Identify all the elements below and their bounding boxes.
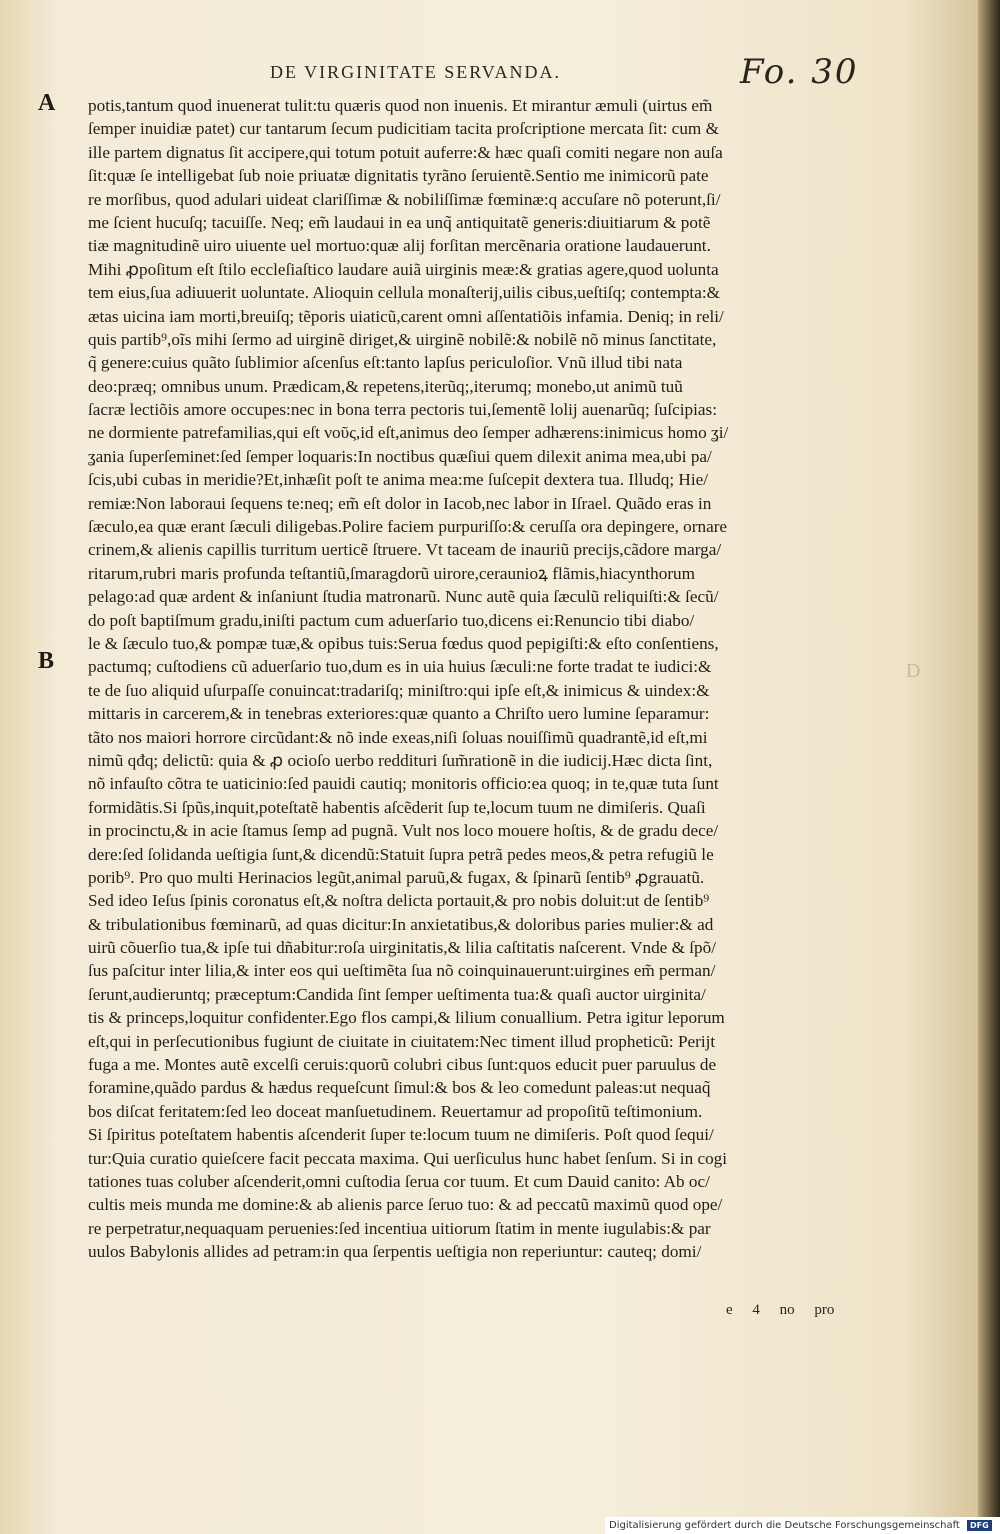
text-line: Si ſpiritus poteſtatem habentis aſcenderit ſuper te:locum tuum ne dimiſeris. Poſt quod ſequi/: [88, 1125, 714, 1145]
text-line: bos diſcat feritatem:ſed leo doceat manſuetudinem. Reuertamur ad propoſitũ teſtimonium.: [88, 1101, 703, 1121]
credit-text: Digitalisierung gefördert durch die Deutsche Forschungsgemeinschaft: [609, 1520, 960, 1531]
text-line: tem eius,ſua adiuuerit uoluntate. Alioquin cellula monaſterij,uilis cibus,ueſtiſq; contempta:&: [88, 283, 720, 303]
text-line: re morſibus, quod adulari uideat clariſſimæ & nobiliſſimæ fœminæ:q accuſare nõ poterunt,ſi/: [88, 189, 721, 209]
section-marker-a: A: [38, 90, 56, 116]
text-line: fuga a me. Montes autẽ excelſi ceruis:quorũ colubri cibus ſunt:quos educit puer paruulus de: [88, 1055, 717, 1075]
text-line: & tribulationibus fœminarũ, ad quas dicitur:In anxietatibus,& doloribus paries mulier:& ad: [88, 914, 714, 934]
text-line: nimũ qđq; delictũ: quia & ꝓ ocioſo uerbo reddituri ſum̃rationẽ in die iudicij.Hæc dicta ſint,: [88, 750, 713, 770]
text-line: le & ſæculo tuo,& pompæ tuæ,& opibus tuis:Serua fœdus quod pepigiſti:& eſto conſentiens,: [88, 633, 719, 653]
text-line: eſt,qui in perſecutionibus fugiunt de ciuitate in ciuitatem:Nec timent illud propheticũ: Perijt: [88, 1031, 716, 1051]
text-line: uirũ cõuerſio tua,& ipſe tui dñabitur:roſa uirginitatis,& lilia caſtitatis naſcerent. Vnde & ſpõ/: [88, 938, 716, 958]
text-line: Sed ideo Ieſus ſpinis coronatus eſt,& noſtra delicta portauit,& pro nobis doluit:ut de ſentib⁹: [88, 891, 710, 911]
text-line: ritarum,rubri maris profunda teſtantiũ,ſmaragdorũ uirore,ceraunioꝝ flãmis,hiacynthorum: [88, 563, 696, 583]
text-line: tis & princeps,loquitur confidenter.Ego flos campi,& lilium conuallium. Petra igitur leporum: [88, 1008, 725, 1028]
bleed-through-letter: D: [906, 660, 921, 682]
text-line: me ſcient hucuſq; tacuiſſe. Neq; em̃ laudaui in ea unq̃ antiquitatẽ generis:diuitiarum & potẽ: [88, 212, 711, 232]
text-line: ſit:quæ ſe intelligebat ſub noie priuatæ dignitatis tyrãno ſeruientẽ.Sentio me inimicorũ pate: [88, 166, 709, 186]
folio-number: Fo. 30: [740, 52, 859, 92]
digitization-credit: [605, 1517, 1000, 1534]
text-line: tãto nos maiori horrore circũdant:& nõ inde exeas,niſi ſoluas nouiſſimũ quadrantẽ,id eſt,mi: [88, 727, 708, 747]
text-line: ne dormiente patrefamilias,qui eſt νοῦς,id eſt,animus deo ſemper adhærens:inimicus homo ʓi/: [88, 423, 729, 443]
text-line: ʓania ſuperſeminet:ſed ſemper loquaris:In noctibus quæſiui quem dilexit anima mea,ubi pa/: [88, 446, 712, 466]
section-marker-b: B: [38, 648, 55, 674]
text-line: ſacræ lectiõis amore occupes:nec in bona terra pectoris tui,ſementẽ lolij auenarũq; ſuſcipias:: [88, 400, 718, 420]
text-line: ſus paſcitur inter lilia,& inter eos qui ueſtimẽta ſua nõ coinquinauerunt:uirgines em̃ perman/: [88, 961, 716, 981]
text-line: ſemper inuidiæ patet) cur tantarum ſecum pudicitiam tacita proſcriptione mercata ſit: cum &: [88, 119, 719, 139]
text-line: uulos Babylonis allides ad petram:in qua ſerpentis ueſtigia non reperiuntur: cauteq; domi/: [88, 1242, 702, 1262]
text-line: deo:præq; omnibus unum. Prædicam,& repetens,iterũq;,iterumq; monebo,ut animũ tuũ: [88, 376, 683, 396]
text-line: do poſt baptiſmum gradu,iniſti pactum cum aduerſario tuo,dicens ei:Renuncio tibi diabo/: [88, 610, 695, 630]
text-line: te de ſuo aliquid uſurpaſſe conuincat:tradariſq; miniſtro:qui ipſe eſt,& inimicus & uindex:&: [88, 680, 710, 700]
text-line: nõ infauſto cõtra te uaticinio:ſed pauidi cautiq; monitoris officio:ea quoq; in te,quæ tuta ſunt: [88, 774, 719, 794]
page-header: [0, 52, 1000, 98]
text-line: cultis meis munda me domine:& ab alienis parce ſeruo tuo: & ad peccatũ maximũ quod ope/: [88, 1195, 723, 1215]
text-line: Mihi ꝓpoſitum eſt ſtilo eccleſiaſtico laudare auiã uirginis meæ:& gratias agere,quod uolunta: [88, 259, 719, 279]
body-text: [88, 94, 848, 1264]
text-line: crinem,& alienis capillis turritum uerticẽ ſtruere. Vt taceam de inauriũ precijs,cãdore marga/: [88, 540, 722, 560]
text-line: tur:Quia curatio quieſcere facit peccata maxima. Qui uerſiculus hunc habet ſenſum. Si in cogi: [88, 1148, 728, 1168]
running-title: DE VIRGINITATE SERVANDA.: [270, 62, 561, 82]
text-line: ſæculo,ea quæ erant ſæculi diligebas.Polire faciem purpuriſſo:& ceruſſa ora depingere, ornare: [88, 517, 728, 537]
text-line: pelago:ad quæ ardent & inſaniunt ſtudia matronarũ. Nunc autẽ quia ſæculũ reliquiſti:& ſecũ/: [88, 587, 719, 607]
dfg-logo: DFG: [967, 1520, 992, 1531]
text-line: remiæ:Non laboraui ſequens te:neq; em̃ eſt dolor in Iacob,nec labor in Iſrael. Quãdo eras in: [88, 493, 712, 513]
text-line: potis,tantum quod inuenerat tulit:tu quæris quod non inuenis. Et mirantur æmuli (uirtus em̃: [88, 96, 713, 115]
text-line: q̃ genere:cuius quãto ſublimior aſcenſus eſt:tanto lapſus periculoſior. Vnũ illud tibi nata: [88, 353, 683, 373]
signature-catchword: e 4 no pro: [726, 1302, 835, 1318]
book-edge: [978, 0, 1000, 1534]
text-line: porib⁹. Pro quo multi Herinacios legũt,animal paruũ,& fugax, & ſpinarũ ſentib⁹ ꝓgrauatũ.: [88, 867, 705, 887]
text-line: ille partem dignatus ſit accipere,qui totum potuit auferre:& hæc quaſi comiti negare non auſa: [88, 142, 723, 162]
text-line: quis partib⁹,oĩs mihi ſermo ad uirginẽ diriget,& uirginẽ nobilẽ:& nobilẽ nõ minus ſanctitate,: [88, 329, 717, 349]
text-line: in procinctu,& in acie ſtamus ſemp ad pugnã. Vult nos loco mouere hoſtis, & de gradu dece/: [88, 821, 719, 841]
text-line: mittaris in carcerem,& in tenebras exteriores:quæ quanto a Chriſto uero lumine ſeparamur:: [88, 704, 710, 724]
text-line: ætas uicina iam morti,breuiſq; tẽporis uiaticũ,carent omni aſſentatiõis infamia. Deniq; in reli/: [88, 306, 724, 326]
text-line: formidãtis.Si ſpũs,inquit,poteſtatẽ habentis aſcẽderit ſup te,locum tuum ne dimiſeris. Quaſi: [88, 797, 706, 817]
text-line: dere:ſed ſolidanda ueſtigia ſunt,& dicendũ:Statuit ſupra petrã pedes meos,& petra refugiũ le: [88, 844, 714, 864]
text-line: ſcis,ubi cubas in meridie?Et,inhæſit poſt te anima mea:me ſuſcepit dextera tua. Illudq; Hie/: [88, 470, 709, 490]
text-line: ſerunt,audieruntq; præceptum:Candida ſint ſemper ueſtimenta tua:& quaſi auctor uirginita/: [88, 984, 706, 1004]
text-line: foramine,quãdo pardus & hædus requeſcunt ſimul:& bos & leo comedunt paleas:ut nequaq̃: [88, 1078, 711, 1098]
text-line: tationes tuas coluber aſcenderit,omni cuſtodia ſerua cor tuum. Et cum Dauid canito: Ab oc/: [88, 1171, 710, 1191]
text-line: pactumq; cuſtodiens cũ aduerſario tuo,dum es in uia huius ſæculi:ne forte tradat te iudici:&: [88, 657, 712, 677]
text-line: re perpetratur,nequaquam peruenies:ſed incentiua uitiorum ſtatim in mente iugulabis:& par: [88, 1218, 711, 1238]
text-line: tiæ magnitudinẽ uiro uiuente uel mortuo:quæ alij forſitan mercẽnaria oratione laudauerunt.: [88, 236, 711, 256]
